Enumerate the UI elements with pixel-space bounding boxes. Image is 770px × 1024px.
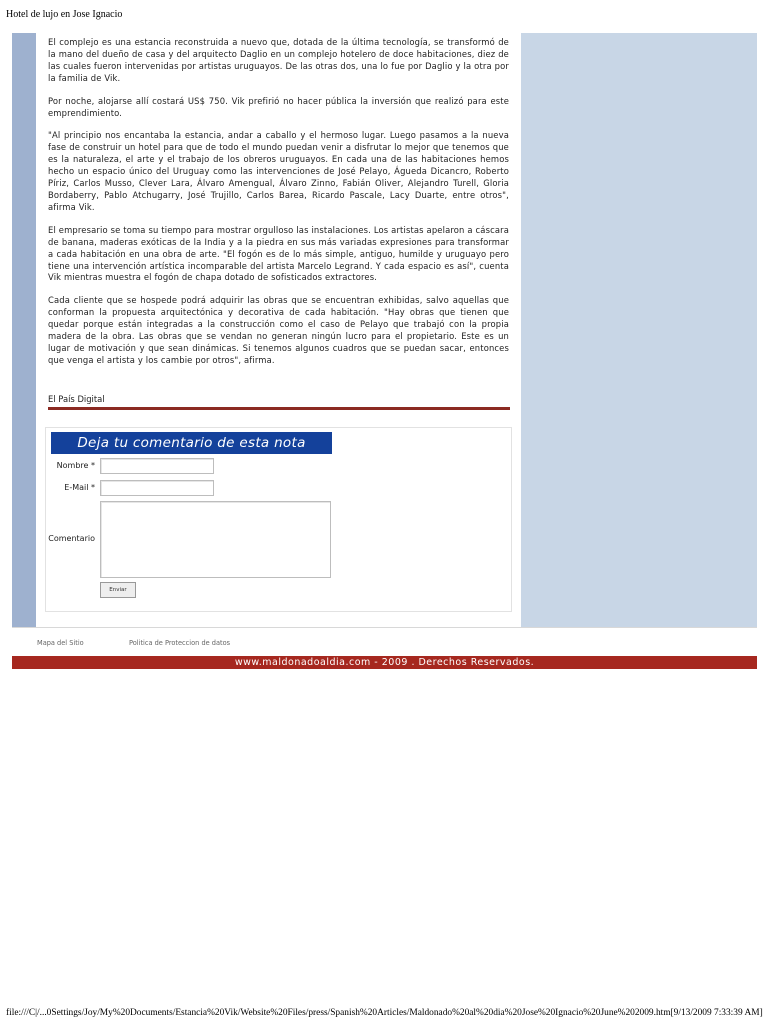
footer-link-sitemap[interactable]: Mapa del Sitio (37, 639, 84, 647)
name-label: Nombre * (56, 461, 95, 470)
source-divider (48, 407, 510, 410)
comment-form-title: Deja tu comentario de esta nota (51, 432, 332, 454)
email-field[interactable] (100, 480, 214, 496)
submit-button[interactable]: Enviar (100, 582, 136, 598)
article-body (48, 37, 509, 378)
email-label: E-Mail * (64, 483, 95, 492)
article-paragraph: "Al principio nos encantaba la estancia, andar a caballo y el hermoso lugar. Luego pasamos a la nueva fase de construir un hotel para que de todo el mundo puedan venir a disfrutar lo mejor que tenemos que es la naturaleza, el arte y el trabajo de los obreros uruguayos. En cada una de las habitaciones hemos hecho un espacio único del Uruguay como las intervenciones de José Pelayo, Águeda Dicancro, Roberto Píriz, Carlos Musso, Clever Lara, Álvaro Amengual, Álvaro Zinno, Fabián Oliver, Alejandro Turell, Gloria Bordaberry, Pablo Atchugarry, José Trujillo, Carlos Barea, Ricardo Pascale, Lacy Duarte, entre otros", afirma Vik. (48, 130, 509, 212)
left-decor-bar (12, 33, 36, 627)
article-paragraph: Por noche, alojarse allí costará US$ 750. Vik prefirió no hacer pública la inversión que realizó para este emprendimiento. (48, 95, 509, 118)
comment-label: Comentario (48, 534, 95, 543)
article-paragraph: El empresario se toma su tiempo para mostrar orgulloso las instalaciones. Los artistas apelaron a cáscara de banana, maderas exóticas de la India y a la piedra en sus más variadas expresiones para transformar a cada habitación en una obra de arte. "El fogón es de lo más simple, antiguo, humilde y uruguayo pero tiene una intervención artística incomparable del artista Marcelo Legrand. Y cada espacio es así", cuenta Vik mientras muestra el fogón de chapa dotado de sofisticados extractores. (48, 224, 509, 283)
article-paragraph: Cada cliente que se hospede podrá adquirir las obras que se encuentran exhibidas, salvo aquellas que conforman la propuesta arquitectónica y decorativa de cada habitación. "Hay obras que tienen que quedar porque están integradas a la construcción como el caso de Pelayo que trabajó con la propia madera de la obra. Las obras que se vendan no generan ningún lucro para el propietario. Este es un lugar de motivación y que sean dinámicas. Si tenemos algunos cuadros que se puedan sacar, entonces que venga el artista y los cambie por otros", afirma. (48, 295, 509, 365)
footer-divider (12, 627, 757, 628)
footer-link-privacy[interactable]: Politica de Proteccion de datos (129, 639, 231, 647)
name-field[interactable] (100, 458, 214, 474)
article-source: El País Digital (48, 394, 105, 404)
copyright-bar: www.maldonadoaldia.com - 2009 . Derechos Reservados. (12, 656, 757, 669)
comment-textarea[interactable] (100, 501, 331, 578)
print-footer-path: file:///C|/...0Settings/Joy/My%20Documents/Estancia%20Vik/Website%20Files/press/Spanish%20Articles/Maldonado%20al%20dia%20Jose%20Ignacio%20June%202009.htm[9/13/2009 7:33:39 AM] (6, 1008, 763, 1018)
article-paragraph: El complejo es una estancia reconstruida a nuevo que, dotada de la última tecnología, se transformó de la mano del dueño de casa y del arquitecto Daglio en un complejo hotelero de doce habitaciones, diez de las cuales fueron intervenidas por artistas uruguayos. De las otras dos, una lo fue por Daglio y la otra por la familia de Vik. (48, 37, 509, 83)
right-sidebar-panel (521, 33, 757, 627)
print-header-title: Hotel de lujo en Jose Ignacio (6, 9, 123, 20)
